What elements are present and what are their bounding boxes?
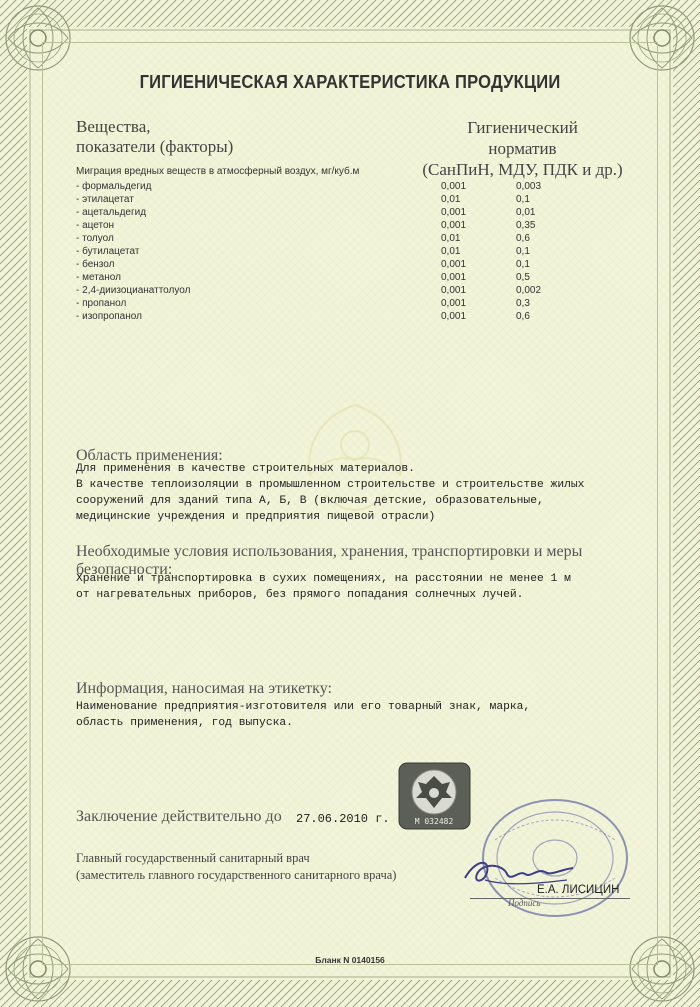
table-row (76, 297, 596, 310)
application-text: Для применения в качестве строительных материалов. В качестве теплоизоляции в промышленном строительстве и строительстве жилых сооружений для зданий типа А, Б, В (включая детские, образовательные, медицинские учреждения и предприятия пищевой отрасли) (76, 463, 585, 523)
signature-caption: Подпись (508, 898, 541, 908)
substance-name: - пропанол (76, 298, 127, 309)
substance-name: - ацетальдегид (76, 207, 147, 218)
measured-value: 0,001 (441, 285, 467, 296)
conclusion-date: 27.06.2010 г. (296, 812, 390, 826)
substance-name: - бензол (76, 259, 115, 270)
norm-value: 0,003 (516, 181, 542, 192)
substance-name: - формальдегид (76, 181, 152, 192)
norm-value: 0,1 (516, 259, 530, 270)
norm-value: 0,6 (516, 311, 530, 322)
measured-value: 0,001 (441, 220, 467, 231)
table-row (76, 193, 596, 206)
table-row (76, 232, 596, 245)
norm-value: 0,6 (516, 233, 530, 244)
measured-value: 0,01 (441, 233, 461, 244)
table-row (76, 180, 596, 193)
signature-line (470, 898, 630, 899)
measured-value: 0,001 (441, 311, 467, 322)
substance-name: - изопропанол (76, 311, 142, 322)
migration-intro: Миграция вредных веществ в атмосферный воздух, мг/куб.м (76, 166, 360, 177)
table-row (76, 271, 596, 284)
table-row (76, 258, 596, 271)
measured-value: 0,001 (441, 181, 467, 192)
measured-value: 0,001 (441, 298, 467, 309)
conditions-title: Необходимые условия использования, хранения, транспортировки и меры безопасности: (76, 543, 583, 578)
table-row (76, 245, 596, 258)
norm-value: 0,002 (516, 285, 542, 296)
substance-name: - бутилацетат (76, 246, 140, 257)
label-info-title: Информация, наносимая на этикетку: (76, 680, 332, 697)
blank-number: Бланк N 0140156 (315, 955, 385, 965)
measured-value: 0,01 (441, 194, 461, 205)
header-norm: Гигиенический норматив (СанПиН, МДУ, ПДК и др.) (422, 118, 623, 179)
substance-name: - толуол (76, 233, 114, 244)
conclusion-label: Заключение действительно до (76, 808, 282, 825)
norm-value: 0,5 (516, 272, 530, 283)
measured-value: 0,001 (441, 272, 467, 283)
norm-value: 0,1 (516, 194, 530, 205)
table-row (76, 206, 596, 219)
chief-doctor-title: Главный государственный санитарный врач (заместитель главного государственного санитарного врача) (76, 851, 397, 882)
table-row (76, 310, 596, 323)
document-title: ГИГИЕНИЧЕСКАЯ ХАРАКТЕРИСТИКА ПРОДУКЦИИ (139, 72, 561, 92)
measured-value: 0,01 (441, 246, 461, 257)
hologram-number: М 032482 (414, 817, 454, 826)
application-title: Область применения: (76, 447, 223, 464)
table-row (76, 219, 596, 232)
norm-value: 0,3 (516, 298, 530, 309)
conditions-text: Хранение и транспортировка в сухих помещениях, на расстоянии не менее 1 м от нагревательных приборов, без прямого попадания солнечных лучей. (76, 573, 571, 601)
label-info-text: Наименование предприятия-изготовителя или его товарный знак, марка, область применения, год выпуска. (76, 701, 531, 729)
norm-value: 0,35 (516, 220, 536, 231)
substances-table (76, 165, 596, 323)
norm-value: 0,01 (516, 207, 536, 218)
substance-name: - ацетон (76, 220, 115, 231)
measured-value: 0,001 (441, 259, 467, 270)
measured-value: 0,001 (441, 207, 467, 218)
header-substances: Вещества, показатели (факторы) (76, 117, 234, 156)
substance-name: - 2,4-диизоцианаттолуол (76, 285, 191, 296)
signer-name: Е.А. ЛИСИЦИН (537, 884, 620, 896)
substance-name: - этилацетат (76, 194, 134, 205)
norm-value: 0,1 (516, 246, 530, 257)
table-row (76, 284, 596, 297)
substance-name: - метанол (76, 272, 121, 283)
